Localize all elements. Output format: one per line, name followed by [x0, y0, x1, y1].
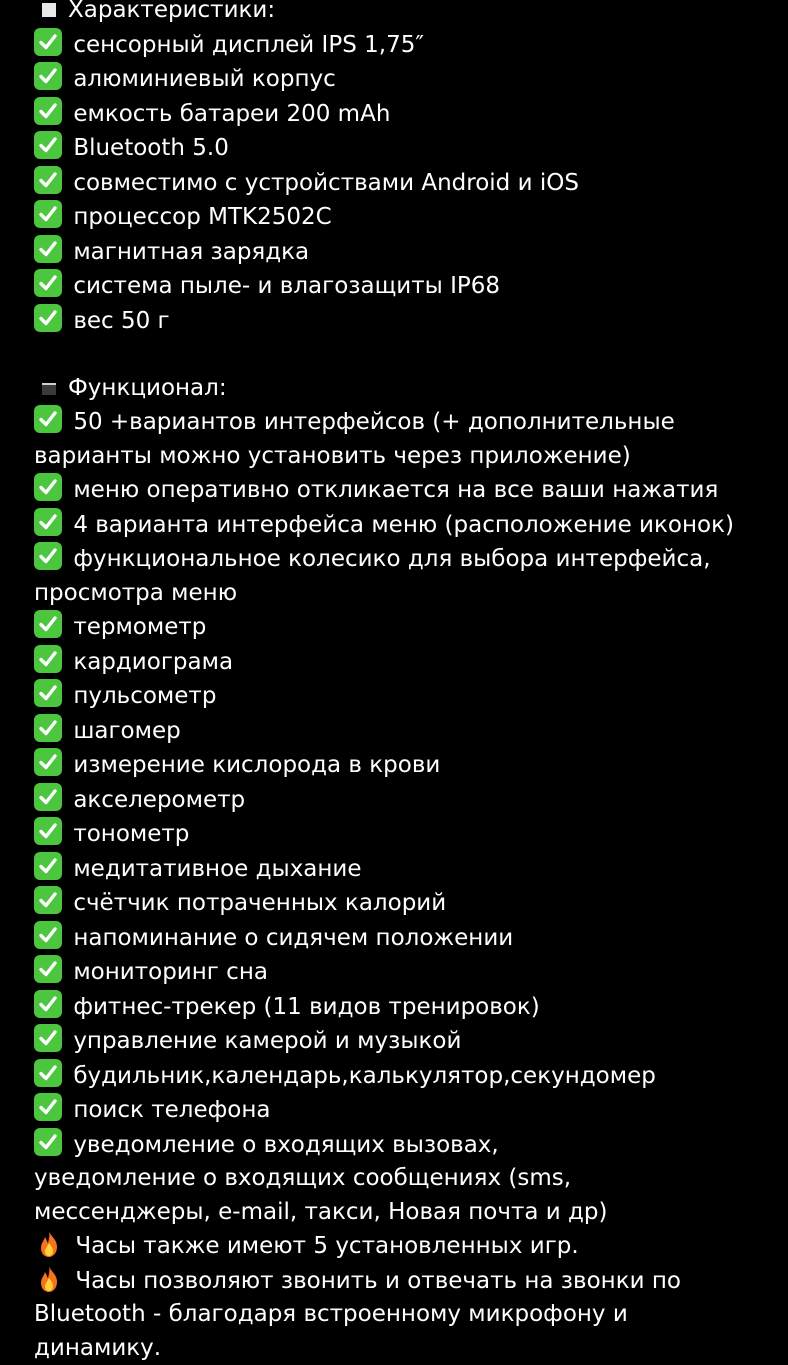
feature-item-label: фитнес-трекер (11 видов тренировок): [73, 994, 539, 1020]
spec-item: [34, 304, 779, 339]
check-mark-button-icon: [34, 405, 62, 433]
extra-item-label: Bluetooth - благодаря встроенному микрофону и: [34, 1301, 628, 1327]
spec-item-label: вес 50 г: [73, 308, 169, 334]
features-header: Функционал:: [34, 372, 779, 406]
extra-item: [34, 1229, 779, 1264]
feature-item: [34, 817, 779, 852]
feature-item-label: мониторинг сна: [73, 959, 268, 985]
feature-item-label: 4 варианта интерфейса меню (расположение иконок): [73, 512, 734, 538]
feature-item: [34, 405, 779, 440]
feature-item: [34, 714, 779, 749]
spec-item-label: алюминиевый корпус: [73, 66, 335, 92]
feature-item: [34, 921, 779, 956]
spec-item-label: сенсорный дисплей IPS 1,75″: [73, 32, 424, 58]
feature-item-label: пульсометр: [73, 683, 216, 709]
feature-item-continuation: [34, 440, 779, 474]
check-mark-button-icon: [34, 783, 62, 811]
feature-item-label: управление камерой и музыкой: [73, 1028, 461, 1054]
check-mark-button-icon: [34, 679, 62, 707]
check-mark-button-icon: [34, 166, 62, 194]
feature-item-label: мессенджеры, e-mail, такси, Новая почта и др): [34, 1199, 607, 1225]
spec-item: [34, 200, 779, 235]
check-mark-button-icon: [34, 542, 62, 570]
feature-item: [34, 1024, 779, 1059]
feature-item-label: медитативное дыхание: [73, 856, 361, 882]
spacer: [34, 338, 779, 372]
check-mark-button-icon: [34, 817, 62, 845]
check-mark-button-icon: [34, 714, 62, 742]
feature-item: [34, 1128, 779, 1163]
feature-item: [34, 852, 779, 887]
check-mark-button-icon: [34, 645, 62, 673]
check-mark-button-icon: [34, 131, 62, 159]
extra-item-label: Часы также имеют 5 установленных игр.: [75, 1233, 578, 1259]
check-mark-button-icon: [34, 955, 62, 983]
spec-item-label: система пыле- и влагозащиты IP68: [73, 273, 500, 299]
feature-item: [34, 679, 779, 714]
feature-item-continuation: [34, 1196, 779, 1230]
feature-item: [34, 1093, 779, 1128]
extra-item-label: Часы позволяют звонить и отвечать на звонки по: [75, 1268, 681, 1294]
feature-item-label: поиск телефона: [73, 1097, 270, 1123]
check-mark-button-icon: [34, 610, 62, 638]
spec-item: [34, 62, 779, 97]
feature-item-label: 50 +вариантов интерфейсов (+ дополнительные: [73, 409, 674, 435]
feature-item-label: тонометр: [73, 821, 189, 847]
check-mark-button-icon: [34, 28, 62, 56]
feature-item: [34, 542, 779, 577]
check-mark-button-icon: [34, 1059, 62, 1087]
feature-item: [34, 508, 779, 543]
check-mark-button-icon: [34, 1024, 62, 1052]
feature-item-label: кардиограма: [73, 649, 233, 675]
spec-item: [34, 28, 779, 63]
feature-item-label: уведомление о входящих вызовах,: [73, 1132, 498, 1158]
check-mark-button-icon: [34, 1128, 62, 1156]
spec-item: [34, 97, 779, 132]
feature-item: [34, 955, 779, 990]
check-mark-button-icon: [34, 1093, 62, 1121]
check-mark-button-icon: [34, 990, 62, 1018]
extra-item-label: динамику.: [34, 1335, 161, 1361]
feature-item-label: меню оперативно откликается на все ваши нажатия: [73, 477, 718, 503]
fire-icon: [34, 1229, 64, 1259]
spec-item-label: Bluetooth 5.0: [73, 135, 229, 161]
spec-item-label: процессор MTK2502C: [73, 204, 331, 230]
spec-item-label: совместимо с устройствами Android и iOS: [73, 170, 579, 196]
extra-item: [34, 1264, 779, 1299]
message-text: [34, 0, 779, 1365]
extra-item-continuation: [34, 1332, 779, 1365]
extra-item-continuation: [34, 1298, 779, 1332]
feature-item: [34, 610, 779, 645]
check-mark-button-icon: [34, 269, 62, 297]
spec-item-label: магнитная зарядка: [73, 239, 309, 265]
feature-item: [34, 783, 779, 818]
check-mark-button-icon: [34, 852, 62, 880]
check-mark-button-icon: [34, 748, 62, 776]
feature-item-label: будильник,календарь,калькулятор,секундомер: [73, 1063, 656, 1089]
feature-item: [34, 748, 779, 783]
spec-item: [34, 166, 779, 201]
feature-item-label: функциональное колесико для выбора интерфейса,: [73, 546, 710, 572]
check-mark-button-icon: [34, 97, 62, 125]
check-mark-button-icon: [34, 200, 62, 228]
feature-item-label: акселерометр: [73, 787, 245, 813]
check-mark-button-icon: [34, 235, 62, 263]
feature-item: [34, 886, 779, 921]
check-mark-button-icon: [34, 62, 62, 90]
features-list: [34, 405, 779, 1229]
check-mark-button-icon: [34, 304, 62, 332]
check-mark-button-icon: [34, 508, 62, 536]
spec-item-label: емкость батареи 200 mAh: [73, 101, 390, 127]
feature-item-label: шагомер: [73, 718, 180, 744]
feature-item: [34, 473, 779, 508]
specs-list: [34, 28, 779, 339]
feature-item-continuation: [34, 577, 779, 611]
fire-icon: [34, 1264, 64, 1294]
feature-item-label: термометр: [73, 614, 206, 640]
spec-item: [34, 131, 779, 166]
black-square-icon: [42, 383, 56, 395]
feature-item: [34, 1059, 779, 1094]
feature-item-continuation: [34, 1162, 779, 1196]
feature-item-label: просмотра меню: [34, 580, 237, 606]
spec-item: [34, 235, 779, 270]
feature-item-label: напоминание о сидячем положении: [73, 925, 513, 951]
check-mark-button-icon: [34, 473, 62, 501]
check-mark-button-icon: [34, 886, 62, 914]
specs-header: Характеристики:: [34, 0, 779, 28]
feature-item-label: уведомление о входящих сообщениях (sms,: [34, 1165, 571, 1191]
white-square-icon: [42, 3, 56, 17]
extras-list: [34, 1229, 779, 1365]
feature-item-label: измерение кислорода в крови: [73, 752, 440, 778]
feature-item: [34, 990, 779, 1025]
feature-item-label: варианты можно установить через приложение): [34, 443, 631, 469]
spec-item: [34, 269, 779, 304]
feature-item: [34, 645, 779, 680]
check-mark-button-icon: [34, 921, 62, 949]
feature-item-label: счётчик потраченных калорий: [73, 890, 446, 916]
